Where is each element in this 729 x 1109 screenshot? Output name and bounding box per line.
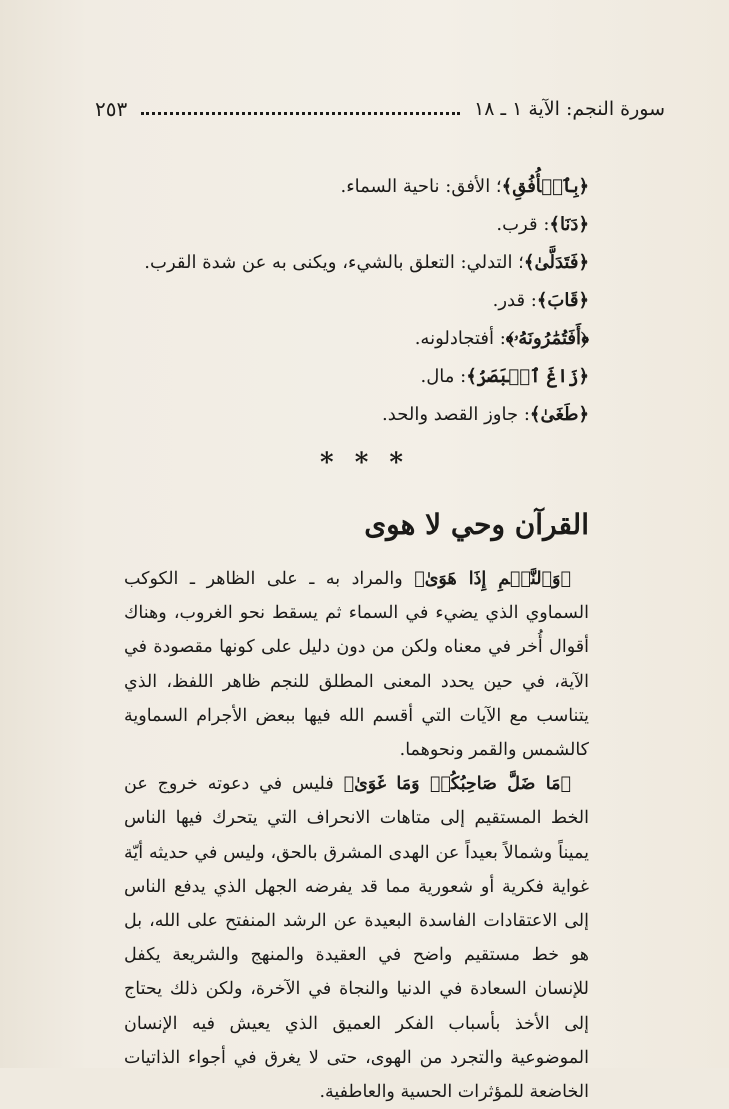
body-text: [124, 562, 589, 1109]
glossary-entry: [119, 206, 589, 244]
glossary-term: ﴿دَنَا﴾: [549, 214, 589, 235]
glossary-definition: : قدر.: [492, 290, 537, 311]
quran-verse: ﴿وَٱلنَّجۡمِ إِذَا هَوَىٰ﴾: [414, 569, 571, 589]
glossary-definition: : مال.: [420, 366, 467, 387]
glossary-term: ﴿قَابَ﴾: [536, 290, 589, 311]
glossary-entry: [119, 358, 589, 396]
running-header: [95, 92, 665, 126]
glossary-definition: : أفتجادلونه.: [414, 328, 506, 349]
paragraph-text: فليس في دعوته خروج عن الخط المستقيم إلى متاهات الانحراف التي يتحرك فيها الناس يميناً وشمالاً بعيداً عن الهدى المشرق بالحق، وليس في حديثه أيّة غواية فكرية أو شعورية مما قد يفرضه الجهل الذي يدفع الناس إلى الاعتقادات الفاسدة البعيدة عن الرشد المنفتح على الله، بل هو خط مستقيم واضح في العقيدة والمنهج والشريعة يكفل للإنسان السعادة في الدنيا والنجاة في الآخرة، ولكن ذلك يحتاج إلى الأخذ بأسباب الفكر العميق الذي يعيش فيه الإنسان الموضوعية والتجرد من الهوى، حتى لا يغرق في أجواء الذاتيات الخاضعة للمؤثرات الحسية والعاطفية.: [124, 774, 589, 1103]
glossary-definition: ؛ التدلي: التعلق بالشيء، ويكنى به عن شدة القرب.: [144, 252, 524, 273]
section-heading: القرآن وحي لا هوى: [364, 508, 589, 541]
section-divider: * * *: [320, 448, 409, 478]
glossary-entry: [119, 396, 589, 434]
header-title: سورة النجم: الآية ١ ـ ١٨: [474, 98, 665, 120]
glossary-definition: : جاوز القصد والحد.: [382, 404, 530, 425]
glossary-term: ﴿فَتَدَلَّىٰ﴾: [523, 252, 589, 273]
glossary-term: ﴿أَفَتُمَٰرُونَهُۥ﴾: [505, 328, 589, 349]
glossary-entry: [119, 282, 589, 320]
glossary-definition: ؛ الأفق: ناحية السماء.: [340, 176, 502, 197]
header-dot-leader: [141, 110, 460, 115]
quran-verse: ﴿مَا ضَلَّ صَاحِبُكُمۡ وَمَا غَوَىٰ﴾: [343, 774, 572, 795]
glossary-entry: [119, 244, 589, 282]
glossary-term: ﴿طَغَىٰ﴾: [529, 404, 589, 425]
glossary-entry: [119, 168, 589, 206]
glossary-term: ﴿زَاغَ ٱلۡبَصَرُ﴾: [466, 366, 589, 387]
glossary-entry: [119, 320, 589, 358]
paragraph: [124, 562, 589, 767]
glossary-term: ﴿بِٱلۡأُفُقِ﴾: [501, 176, 589, 197]
vocabulary-glossary: [119, 168, 589, 434]
paragraph: [124, 767, 589, 1109]
paragraph-text: والمراد به ـ على الظاهر ـ الكوكب السماوي الذي يضيء في السماء ثم يسقط نحو الغروب، وهناك أقوال أُخر في معناه ولكن من دون دليل على كونها مقصودة في الآية، في حين يحدد المعنى المطلق للنجم ظاهر اللفظ، الذي يتناسب مع الآيات التي أقسم الله فيها ببعض الأجرام السماوية كالشمس والقمر ونحوهما.: [124, 569, 589, 761]
glossary-definition: : قرب.: [496, 214, 550, 235]
page-number: ٢٥٣: [95, 97, 128, 121]
